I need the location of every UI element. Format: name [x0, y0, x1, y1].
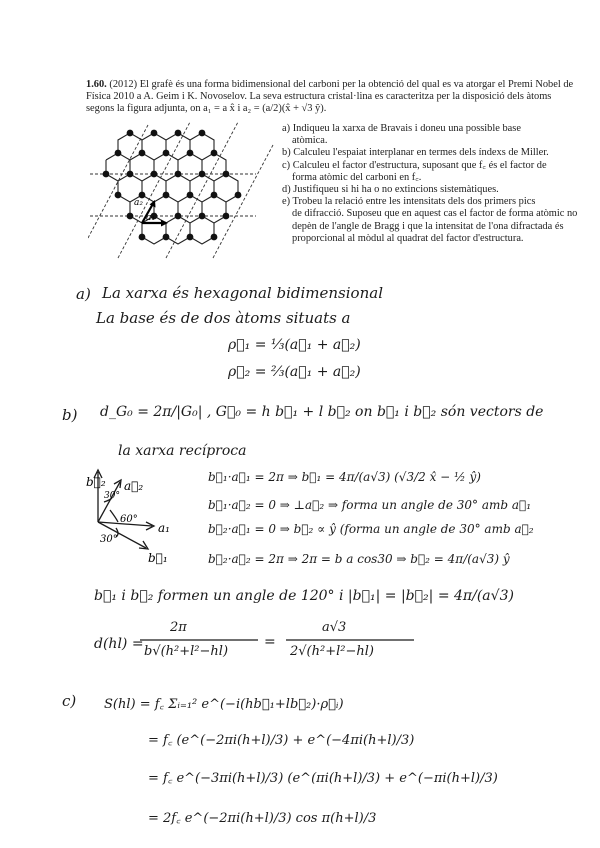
dhl-mid-num: 2π [170, 620, 187, 635]
sketch-60: 60° [120, 514, 138, 525]
statement-line-3: segons la figura adjunta, on a₁ = a x̂ i a₂ = (a/2)(x̂ + √3 ŷ). [86, 103, 327, 115]
relation-2: b⃗₁·a⃗₂ = 0 ⇒ ⊥a⃗₂ ⇒ forma un angle de 30° amb a⃗₁ [208, 498, 532, 512]
sketch-30a: 30° [104, 491, 120, 501]
basis-rho2: ρ⃗₂ = ⅔(a⃗₁ + a⃗₂) [228, 364, 361, 380]
carbon-atoms [103, 130, 242, 241]
relation-3: b⃗₂·a⃗₁ = 0 ⇒ b⃗₂ ∝ ŷ (forma un angle de 30° amb a⃗₂ [208, 522, 534, 536]
question-b: b) Calculeu l'espaiat interplanar en termes dels índexs de Miller. [282, 147, 549, 159]
answer-a-label: a) [76, 285, 91, 303]
graphene-figure [88, 120, 278, 260]
question-d: d) Justifiqueu si hi ha o no extincions sistemàtiques. [282, 184, 499, 196]
question-a: a) Indiqueu la xarxa de Bravais i doneu una possible base [282, 123, 521, 134]
a1-label: a₁ [146, 213, 155, 223]
question-list: a) Indiqueu la xarxa de Bravais i doneu una possible base atòmica. b) Calculeu l'espaiat interplanar en termes dels índexs de Miller. c) Calculeu el factor d'estructura, suposant que f꜀ és el factor de forma atòmic del carboni en f꜀. d) Justifiqueu si hi ha o no extincions sistemàtiques. e) Trobeu la relació entre les intensitats dels dos primers pics de difracció. Suposeu que en aquest cas el factor de forma atòmic no depèn de l'angle de Bragg i que la intensitat de l'ona difractada és proporcional al mòdul al quadrat del factor d'estructura. [282, 123, 592, 245]
question-e: e) Trobeu la relació entre les intensitats dels dos primers pics [282, 196, 536, 208]
answer-a-line1: La xarxa és hexagonal bidimensional [102, 284, 383, 302]
statement-line-1: (2012) El grafè és una forma bidimensional del carboni per la obtenció del qual es va atorgar el Premi Nobel de [109, 79, 574, 90]
dhl-lhs: d(hl) = [94, 636, 144, 652]
problem-number: 1.60. [86, 79, 107, 90]
structure-factor-line2: = f꜀ (e^(−2πi(h+l)/3) + e^(−4πi(h+l)/3) [148, 733, 415, 748]
answer-b-line1: d_G₀ = 2π/|G₀| , G⃗₀ = h b⃗₁ + l b⃗₂ on b⃗₁ i b⃗₂ són vectors de [100, 404, 544, 420]
structure-factor-line3: = f꜀ e^(−3πi(h+l)/3) (e^(πi(h+l)/3) + e^(−πi(h+l)/3) [148, 771, 498, 786]
hexagon-lattice [106, 133, 238, 244]
statement-line-2: Física 2010 a A. Geim i K. Novoselov. La seva estructura cristal·lina es caracteritza per la disposició dels àtoms [86, 91, 552, 103]
dhl-right-den: 2√(h²+l²−hl) [290, 644, 374, 659]
answer-b-label: b) [62, 406, 78, 424]
basis-rho1: ρ⃗₁ = ⅓(a⃗₁ + a⃗₂) [228, 337, 361, 353]
sketch-a1: a₁ [158, 521, 170, 535]
sketch-30b: 30° [100, 534, 118, 545]
dhl-eq: = [264, 634, 276, 650]
relation-1: b⃗₁·a⃗₁ = 2π ⇒ b⃗₁ = 4π/(a√3) (√3/2 x̂ − ½ ŷ) [208, 470, 481, 484]
sketch-b1: b⃗₁ [148, 551, 168, 565]
sketch-b2: b⃗₂ [86, 475, 106, 489]
sketch-a2: a⃗₂ [124, 479, 144, 493]
answer-b-line2: la xarxa recíproca [118, 443, 247, 459]
dhl-right-num: a√3 [322, 620, 347, 635]
dhl-right-bar [286, 638, 416, 642]
structure-factor-line4: = 2f꜀ e^(−2πi(h+l)/3) cos π(h+l)/3 [148, 811, 377, 826]
unit-cell-dashed [88, 122, 273, 258]
a2-label: a₂ [134, 198, 143, 208]
angle-statement: b⃗₁ i b⃗₂ formen un angle de 120° i |b⃗₁| = |b⃗₂| = 4π/(a√3) [94, 588, 514, 604]
answer-c-label: c) [62, 692, 77, 710]
question-c: c) Calculeu el factor d'estructura, suposant que f꜀ és el factor de [282, 159, 547, 171]
relation-4: b⃗₂·a⃗₂ = 2π ⇒ 2π = b a cos30 ⇒ b⃗₂ = 4π/(a√3) ŷ [208, 552, 510, 566]
structure-factor-line1: S(hl) = f꜀ Σᵢ₌₁² e^(−i(hb⃗₁+lb⃗₂)·ρ⃗ᵢ) [104, 697, 344, 712]
problem-statement [86, 79, 586, 116]
dhl-mid-den: b√(h²+l²−hl) [144, 644, 229, 659]
dhl-mid-bar [140, 638, 260, 642]
reciprocal-sketch [86, 462, 206, 567]
answer-a-line2: La base és de dos àtoms situats a [96, 309, 351, 327]
